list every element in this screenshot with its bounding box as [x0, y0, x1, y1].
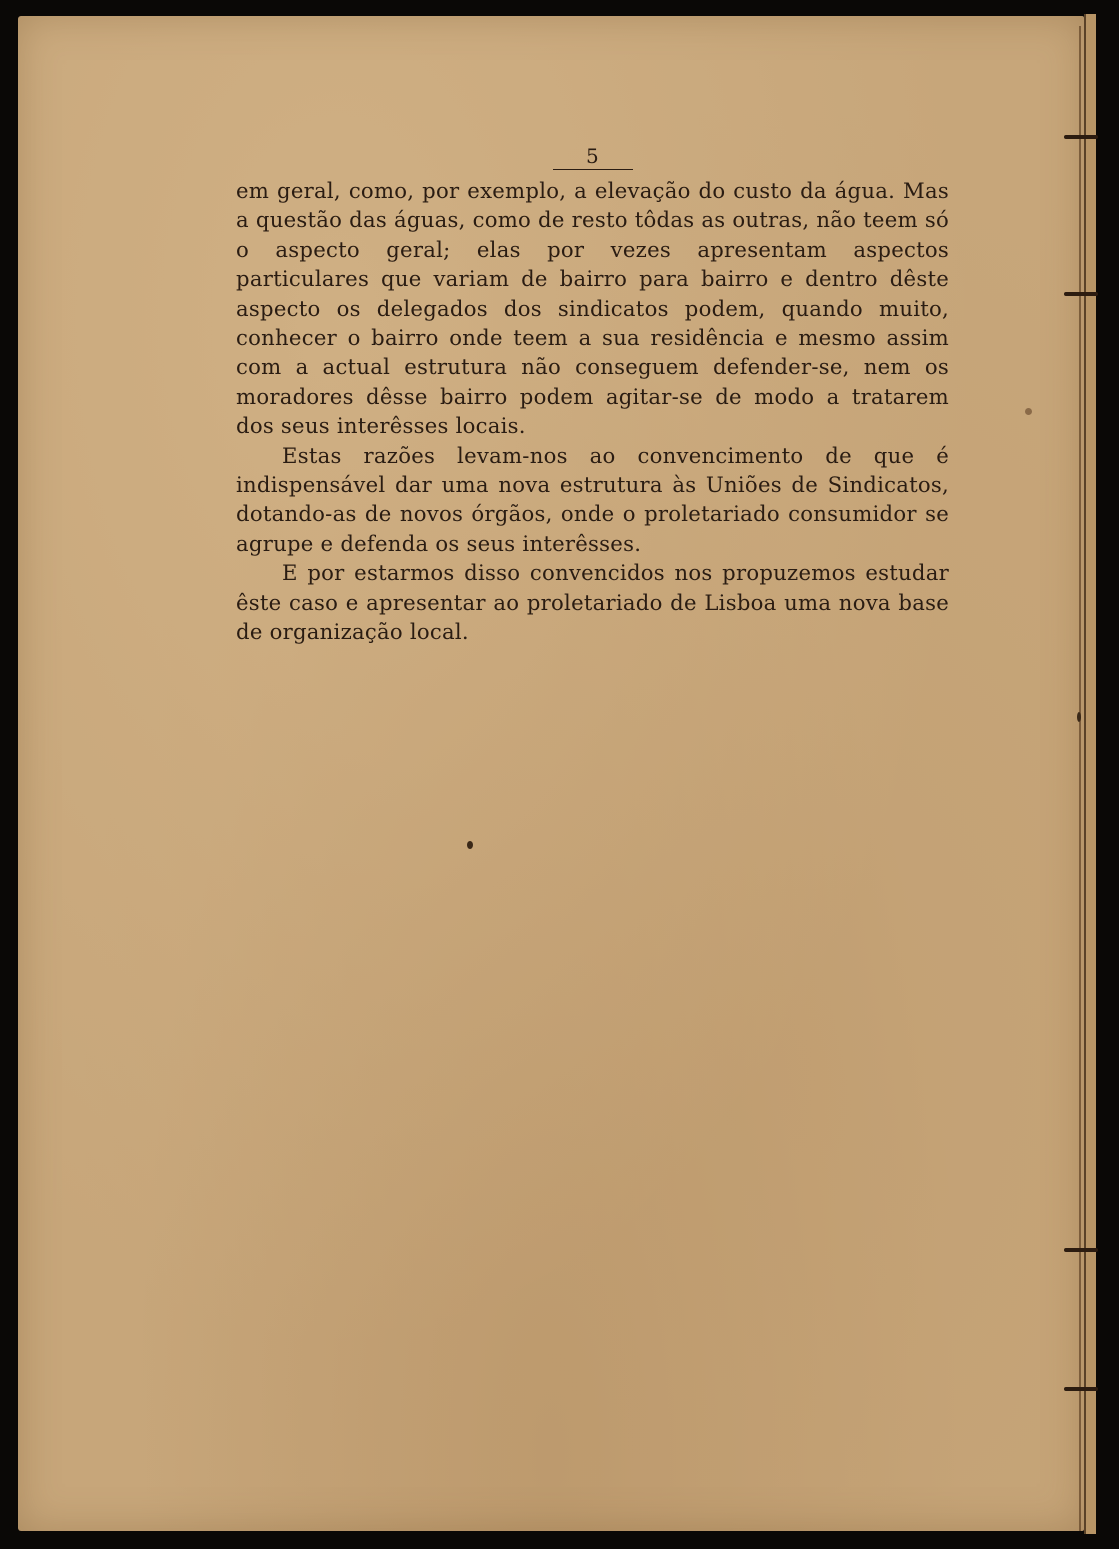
adjacent-page-edge [1084, 14, 1096, 1534]
ink-speck [1077, 712, 1081, 722]
page-number-value: 5 [586, 144, 599, 168]
page-number [236, 143, 949, 169]
binding-stitch [1064, 292, 1098, 296]
binding-stitch [1064, 1248, 1098, 1252]
binding-fold [1079, 26, 1081, 1531]
paragraph-2: Estas razões levam-nos ao convencimento de que é indispensável dar uma nova estrutura às Uniões de Sindicatos, dotando-as de novos órgãos, onde o proletariado consumidor se agrupe e defenda os seus interêsses. [236, 442, 949, 556]
paragraph-1: em geral, como, por exemplo, a elevação do custo da água. Mas a questão das águas, como de resto tôdas as outras, não teem só o aspecto geral; elas por vezes apresentam aspectos particulares que variam de bairro para bairro e dentro dêste aspecto os delegados dos sindicatos podem, quando muito, conhecer o bairro onde teem a sua residência e mesmo assim com a actual estrutura não conseguem defender-se, nem os moradores dêsse bairro podem agitar-se de modo a tratarem dos seus interêsses locais. [236, 178, 949, 439]
ink-speck [1025, 408, 1032, 415]
ink-speck [467, 841, 473, 849]
page-text [236, 143, 949, 647]
page-number-rule [553, 169, 633, 170]
binding-stitch [1064, 1387, 1098, 1391]
paragraph-3: E por estarmos disso convencidos nos propuzemos estudar êste caso e apresentar ao proletariado de Lisboa uma nova base de organização local. [236, 560, 949, 645]
binding-stitch [1064, 135, 1098, 139]
